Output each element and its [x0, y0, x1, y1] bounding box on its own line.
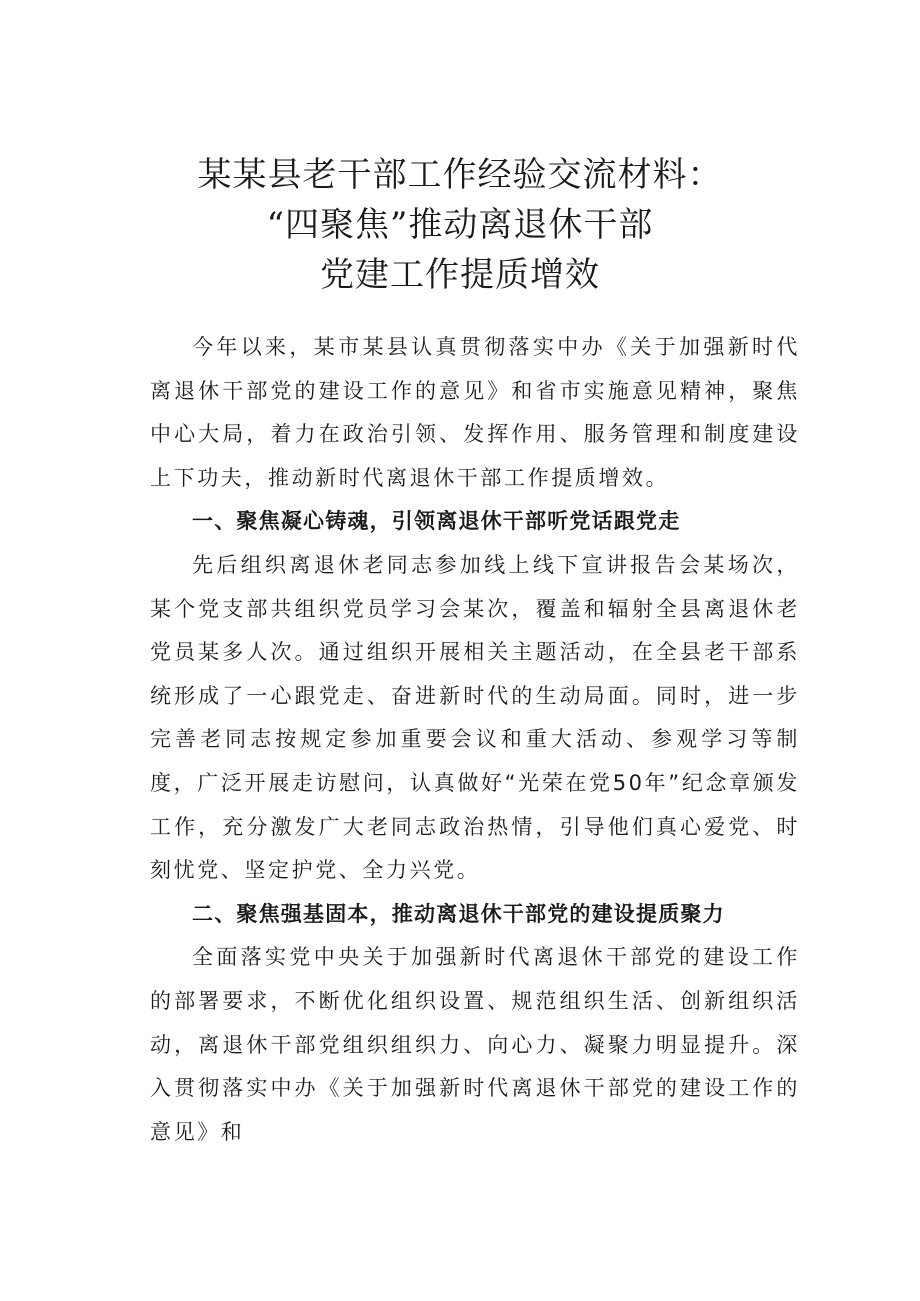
intro-paragraph: 今年以来，某市某县认真贯彻落实中办《关于加强新时代离退休干部党的建设工作的意见》和省市实施意见精神，聚焦中心大局，着力在政治引领、发挥作用、服务管理和制度建设上下功夫，推动新时代离退休干部工作提质增效。 [150, 335, 800, 490]
section-1-heading: 一、聚焦凝心铸魂，引领离退休干部听党话跟党走 [192, 509, 681, 534]
title-line-3: 党建工作提质增效 [320, 255, 600, 295]
title-line-1: 某某县老干部工作经验交流材料： [197, 155, 723, 195]
title-line-2: “四聚焦”推动离退休干部 [266, 205, 654, 245]
document-title [0, 150, 920, 300]
section-2-paragraph: 全面落实党中央关于加强新时代离退休干部党的建设工作的部署要求，不断优化组织设置、规范组织生活、创新组织活动，离退休干部党组织组织力、向心力、凝聚力明显提升。深入贯彻落实中办《关于加强新时代离退休干部党的建设工作的意见》和 [150, 945, 800, 1144]
document-body [150, 326, 800, 1154]
section-1-paragraph: 先后组织离退休老同志参加线上线下宣讲报告会某场次，某个党支部共组织党员学习会某次，覆盖和辐射全县离退休老党员某多人次。通过组织开展相关主题活动，在全县老干部系统形成了一心跟党走、奋进新时代的生动局面。同时，进一步完善老同志按规定参加重要会议和重大活动、参观学习等制度，广泛开展走访慰问，认真做好“光荣在党50年”纪念章颁发工作，充分激发广大老同志政治热情，引导他们真心爱党、时刻忧党、坚定护党、全力兴党。 [150, 552, 800, 883]
section-2-heading: 二、聚焦强基固本，推动离退休干部党的建设提质聚力 [192, 901, 725, 926]
